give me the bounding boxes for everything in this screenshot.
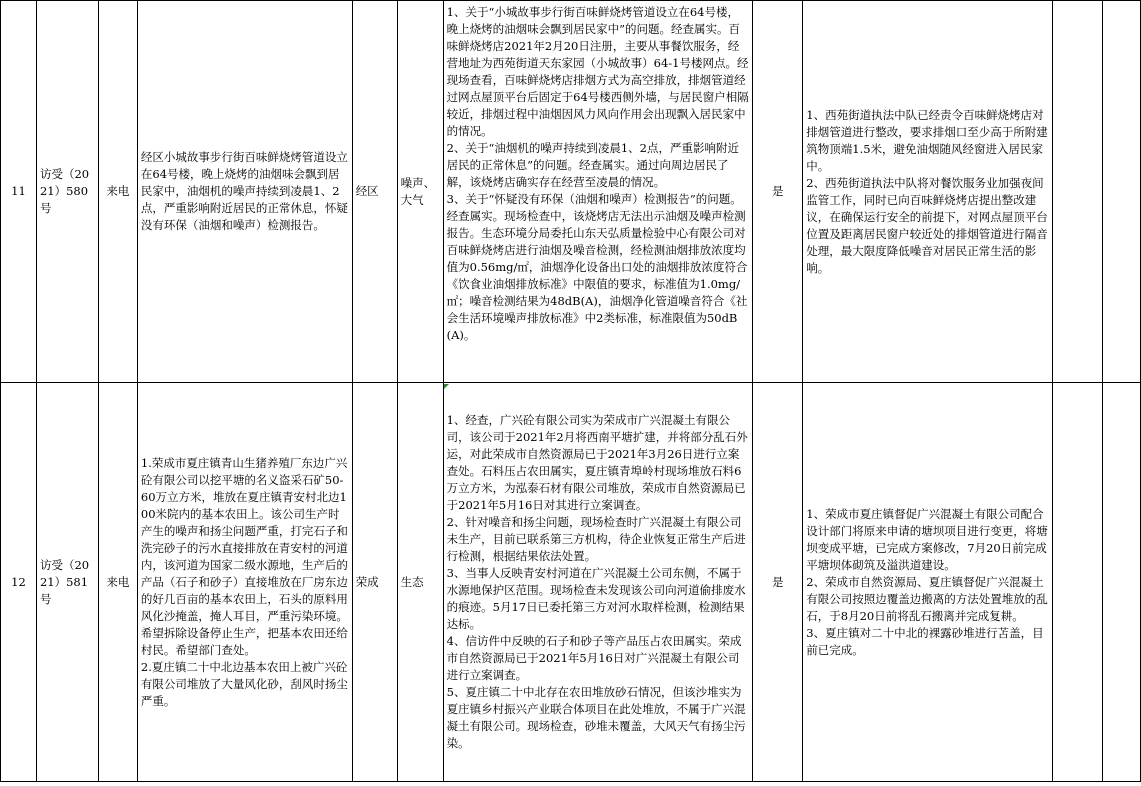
measure-paragraph: 3、夏庄镇对二十中北的裸露砂堆进行苫盖，目前已完成。	[806, 625, 1044, 657]
measure-paragraph: 1、西苑街道执法中队已经责令百味鲜烧烤店对排烟管道进行整改，要求排烟口至少高于所附建筑物顶端1.5米，避免油烟随风经窗进入居民家中。	[806, 107, 1048, 173]
finding-paragraph: 1、经查，广兴砼有限公司实为荣成市广兴混凝土有限公司，该公司于2021年2月将西南平塘扩建，并将部分乱石外运，对此荣成市自然资源局已于2021年3月26日进行立案查处。石料压占农田属实，夏庄镇青埠岭村现场堆放石料6万立方米，为泓泰石材有限公司堆放，荣成市自然资源局已于2021年5月16日对其进行立案调查。	[446, 413, 748, 512]
cell-comment-marker	[444, 384, 449, 389]
verified-flag: 是	[753, 1, 803, 383]
channel: 来电	[98, 1, 137, 383]
row-index: 11	[1, 1, 37, 383]
finding-paragraph: 3、关于“怀疑没有环保（油烟和噪声）检测报告”的问题。经查属实。现场检查中，该烧烤店无法出示油烟及噪声检测报告。生态环境分局委托山东天弘质量检验中心有限公司对百味鲜烧烤店进行油烟及噪音检测，经检测油烟排放浓度均值为0.56mg/㎡，油烟净化设备出口处的油烟排放浓度符合《饮食业油烟排放标准》中限值的要求，标准值为1.0mg/㎡；噪音检测结果为48dB(A)，油烟净化管道噪音符合《社会生活环境噪声排放标准》中2类标准，标准限值为50dB(A)。	[446, 192, 748, 342]
empty-cell	[1053, 1, 1103, 383]
content-paragraph: 2.夏庄镇二十中北边基本农田上被广兴砼有限公司堆放了大量风化砂，刮风时扬尘严重。	[140, 659, 348, 708]
handling-measures	[803, 383, 1053, 782]
finding-paragraph: 3、当事人反映青安村河道在广兴混凝土公司东侧，不属于水源地保护区范围。现场检查未发现该公司向河道偷排废水的痕迹。5月17日已委托第三方对河水取样检测，检测结果达标。	[446, 566, 746, 631]
complaint-content: 经区小城故事步行街百味鲜烧烤管道设立在64号楼，晚上烧烤的油烟味会飘到居民家中，油烟机的噪声持续到凌晨1、2点，严重影响附近居民的正常休息，怀疑没有环保（油烟和噪声）检测报告。	[137, 1, 352, 383]
table-row	[1, 1, 1141, 383]
finding-paragraph: 2、关于“油烟机的噪声持续到凌晨1、2点，严重影响附近居民的正常休息”的问题。经查属实。通过向周边居民了解，该烧烤店确实存在经营至凌晨的情况。	[446, 141, 739, 189]
category: 噪声、大气	[397, 1, 443, 383]
region: 经区	[352, 1, 397, 383]
case-id: 访受（2021）580号	[36, 1, 98, 383]
finding-paragraph: 1、关于“小城故事步行街百味鲜烧烤管道设立在64号楼，晚上烧烤的油烟味会飘到居民家中”的问题。经查属实。百味鲜烧烤店2021年2月20日注册，主要从事餐饮服务，经营地址为西苑街道天东家园（小城故事）64-1号楼网点。经现场查看，百味鲜烧烤店排烟方式为高空排放，排烟管道经过网点屋顶平台后固定于64号楼西侧外墙，与居民窗户相隔较近，排烟过程中油烟因风力风向作用会出现飘入居民家中的情况。	[446, 5, 749, 138]
handling-measures	[803, 1, 1053, 383]
region: 荣成	[352, 383, 397, 782]
row-index: 12	[1, 383, 37, 782]
finding-paragraph: 5、夏庄镇二十中北存在农田堆放砂石情况，但该沙堆实为夏庄镇乡村振兴产业联合体项目在此处堆放，不属于广兴混凝土有限公司。现场检查，砂堆未覆盖，大风天气有扬尘污染。	[446, 685, 746, 750]
measure-paragraph: 2、西苑街道执法中队将对餐饮服务业加强夜间监管工作，同时已向百味鲜烧烤店提出整改建议，在确保运行安全的前提下，对网点屋顶平台位置及距离居民窗户较近处的排烟管道进行隔音处理，最大限度降低噪音对居民正常生活的影响。	[806, 175, 1048, 275]
case-id: 访受（2021）581号	[36, 383, 98, 782]
finding-paragraph: 2、针对噪音和扬尘问题，现场检查时广兴混凝土有限公司未生产，目前已联系第三方机构，待企业恢复正常生产后进行检测，根据结果依法处置。	[446, 515, 746, 563]
finding-paragraph: 4、信访件中反映的石子和砂子等产品压占农田属实。荣成市自然资源局已于2021年5月16日对广兴混凝土有限公司进行立案调查。	[446, 634, 742, 682]
measure-paragraph: 2、荣成市自然资源局、夏庄镇督促广兴混凝土有限公司按照边覆盖边搬离的方法处置堆放的乱石，于8月20日前将乱石搬离并完成复耕。	[806, 574, 1048, 623]
measure-paragraph: 1、荣成市夏庄镇督促广兴混凝土有限公司配合设计部门将原来申请的塘坝项目进行变更，将塘坝变成平塘，已完成方案修改，7月20日前完成平塘坝体砌筑及溢洪道建设。	[806, 506, 1048, 572]
investigation-findings	[443, 1, 753, 383]
channel: 来电	[98, 383, 137, 782]
category: 生态	[397, 383, 443, 782]
investigation-findings	[443, 383, 753, 782]
empty-cell	[1053, 383, 1103, 782]
content-paragraph: 1.荣成市夏庄镇青山生猪养殖厂东边广兴砼有限公司以挖平塘的名义盗采石矿50-60万立方米，堆放在夏庄镇青安村北边100米院内的基本农田上。该公司生产时产生的噪声和扬尘问题严重，打完石子和洗完砂子的污水直接排放在青安村的河道内，该河道为国家二级水源地，生产后的产品（石子和砂子）直接堆放在厂房东边的好几百亩的基本农田上，石头的原料用风化沙掩盖，掩人耳目，严重污染环境。希望拆除设备停止生产，把基本农田还给村民。希望部门查处。	[140, 455, 348, 657]
empty-cell	[1102, 1, 1140, 383]
table-row	[1, 383, 1141, 782]
empty-cell	[1102, 383, 1140, 782]
complaint-content	[137, 383, 352, 782]
verified-flag: 是	[753, 383, 803, 782]
